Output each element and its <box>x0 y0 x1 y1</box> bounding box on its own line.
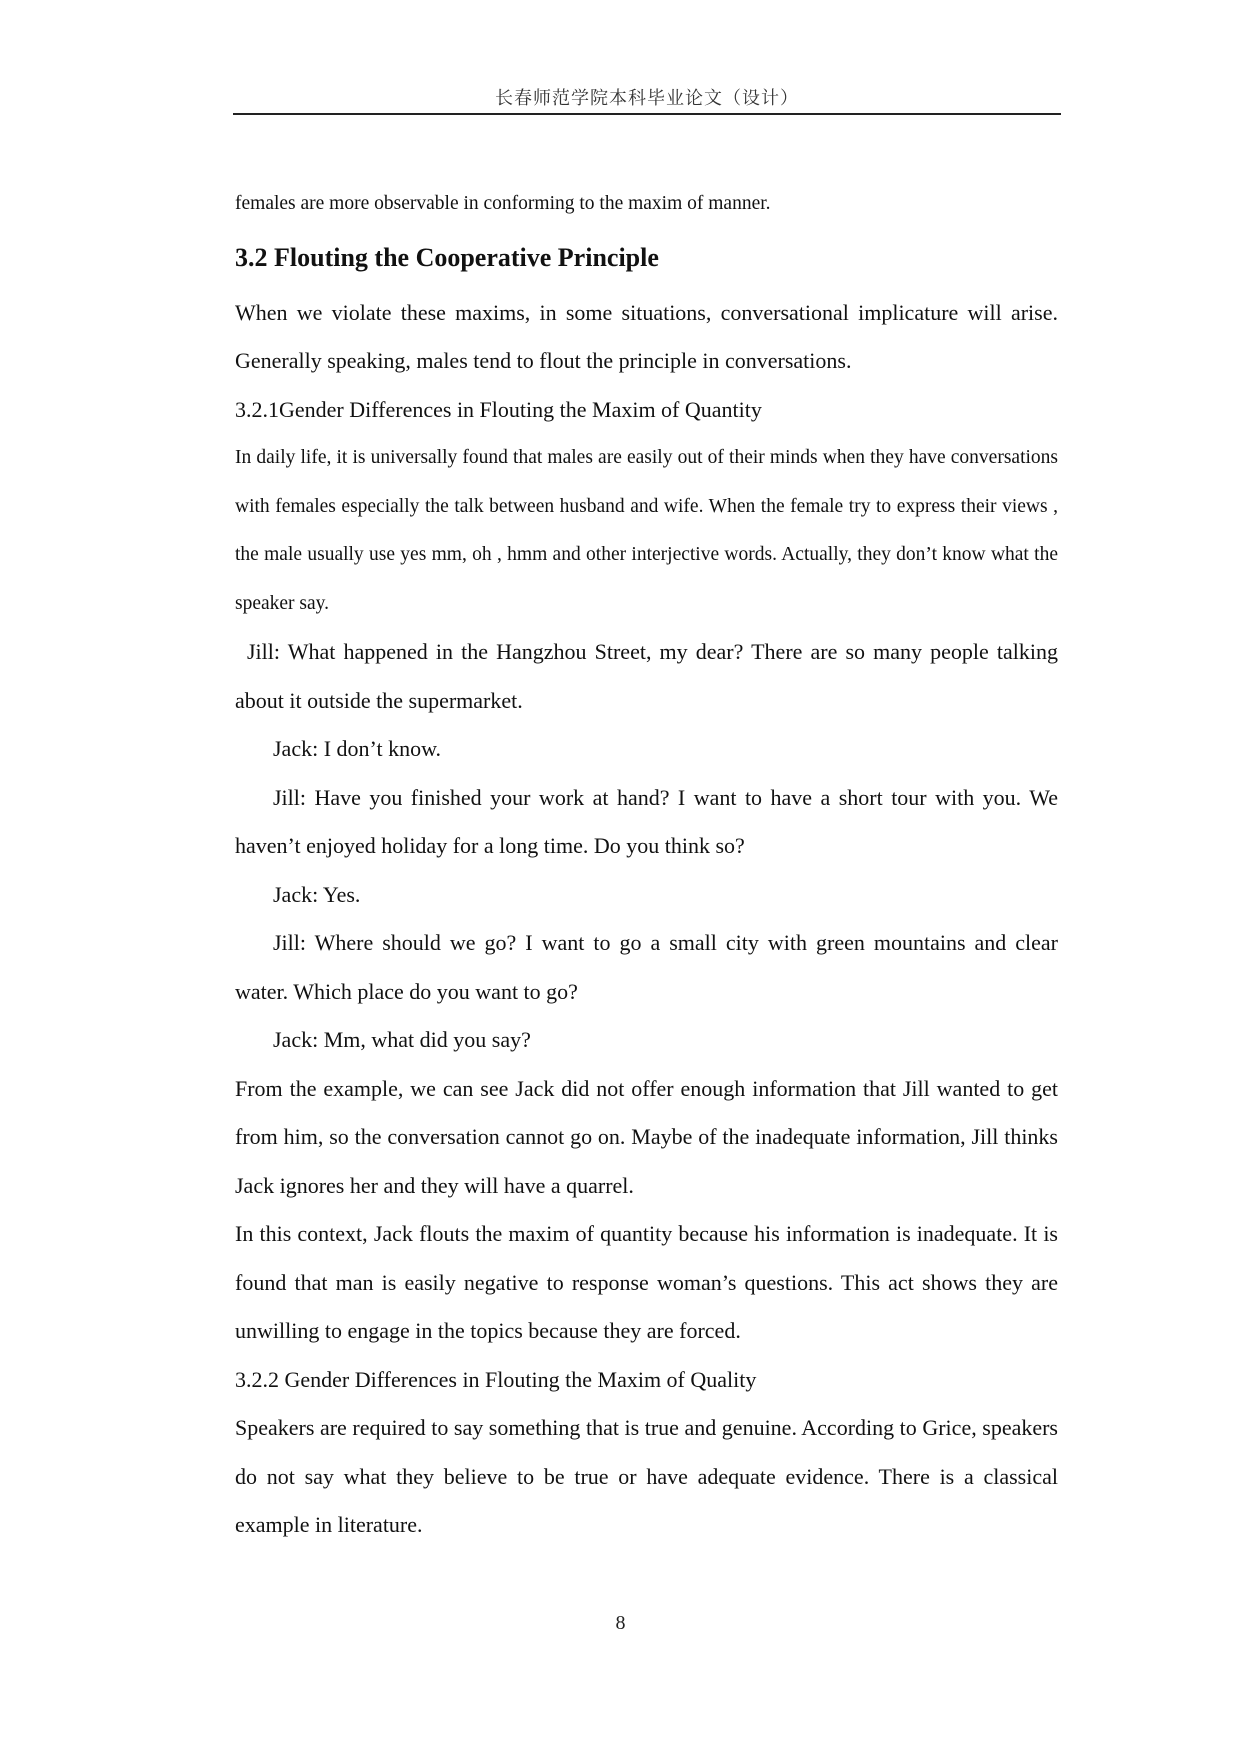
dialogue-line: Jill: Where should we go? I want to go a small city with green mountains and clear water. Which place do you want to go? <box>235 930 1058 1004</box>
dialogue-line: Jack: I don’t know. <box>273 736 442 761</box>
paragraph: In daily life, it is universally found that males are easily out of their minds when they have conversations with females especially the talk between husband and wife. When the female try to express their views , the male usually use yes mm, oh , hmm and other interjective words. Actually, they don’t know what the speaker say. <box>235 447 1058 614</box>
page-body <box>235 180 1058 1550</box>
page-number: 8 <box>615 1612 626 1634</box>
running-header: 长春师范学院本科毕业论文（设计） <box>495 88 799 108</box>
section-heading-3-2: 3.2 Flouting the Cooperative Principle <box>235 242 659 272</box>
paragraph: When we violate these maxims, in some situations, conversational implicature will arise. Generally speaking, males tend to flout the principle in conversations. <box>235 299 1058 373</box>
dialogue-line: Jack: Yes. <box>273 881 361 907</box>
subsection-heading-3-2-2: 3.2.2 Gender Differences in Flouting the Maxim of Quality <box>235 1366 757 1392</box>
header-rule <box>233 113 1061 115</box>
paragraph: From the example, we can see Jack did not offer enough information that Jill wanted to get from him, so the conversation cannot go on. Maybe of the inadequate information, Jill thinks Jack ignores her and they will have a quarrel. <box>235 1075 1058 1198</box>
dialogue-line: Jill: What happened in the Hangzhou Street, my dear? There are so many people talking about it outside the supermarket. <box>235 639 1058 713</box>
paragraph: Speakers are required to say something that is true and genuine. According to Grice, speakers do not say what they believe to be true or have adequate evidence. There is a classical example in literature. <box>235 1415 1058 1537</box>
dialogue-line: Jill: Have you finished your work at hand? I want to have a short tour with you. We haven’t enjoyed holiday for a long time. Do you think so? <box>235 784 1058 858</box>
dialogue-line: Jack: Mm, what did you say? <box>273 1027 531 1052</box>
paragraph: In this context, Jack flouts the maxim of quantity because his information is inadequate. It is found that man is easily negative to response woman’s questions. This act shows they are unwilling to engage in the topics because they are forced. <box>235 1221 1058 1343</box>
subsection-heading-3-2-1: 3.2.1Gender Differences in Flouting the Maxim of Quantity <box>235 396 762 422</box>
paragraph: females are more observable in conforming to the maxim of manner. <box>235 193 771 214</box>
